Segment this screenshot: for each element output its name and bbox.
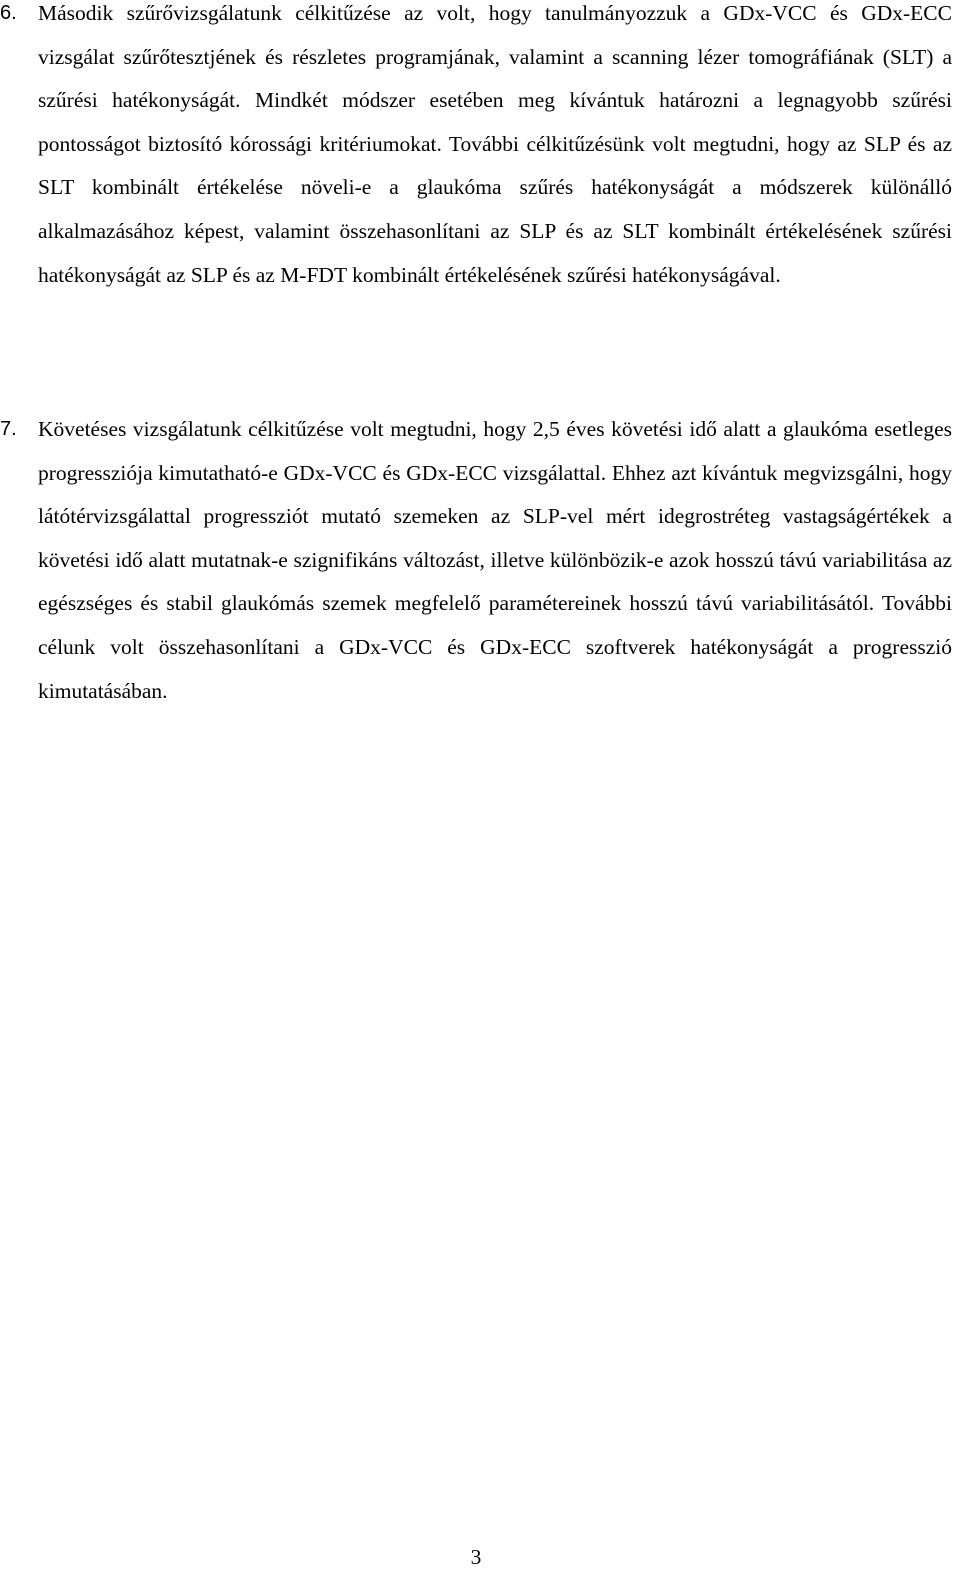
list-item-number: 7. <box>0 418 17 440</box>
list-item-7 <box>0 408 952 713</box>
list-item-number: 6. <box>0 2 17 24</box>
page-number: 3 <box>470 1545 482 1569</box>
list-item-text: Második szűrővizsgálatunk célkitűzése az volt, hogy tanulmányozzuk a GDx-VCC és GDx-ECC vizsgálat szűrőtesztjének és részletes programjának, valamint a scanning lézer tomográfiának (SLT) a szűrési hatékonyságát. Mindkét módszer esetében meg kívántuk határozni a legnagyobb szűrési pontosságot biztosító kórossági kritériumokat. További célkitűzésünk volt megtudni, hogy az SLP és az SLT kombinált értékelése növeli-e a glaukóma szűrés hatékonyságát a módszerek különálló alkalmazásához képest, valamint összehasonlítani az SLP és az SLT kombinált értékelésének szűrési hatékonyságát az SLP és az M-FDT kombinált értékelésének szűrési hatékonyságával. <box>38 1 952 287</box>
list-item-text: Követéses vizsgálatunk célkitűzése volt megtudni, hogy 2,5 éves követési idő alatt a glaukóma esetleges progressziója kimutatható-e GDx-VCC és GDx-ECC vizsgálattal. Ehhez azt kívántuk megvizsgálni, hogy látótérvizsgálattal progressziót mutató szemeken az SLP-vel mért idegrostréteg vastagságértékek a követési idő alatt mutatnak-e szignifikáns változást, illetve különbözik-e azok hosszú távú variabilitása az egészséges és stabil glaukómás szemek megfelelő paramétereinek hosszú távú variabilitásától. További célunk volt összehasonlítani a GDx-VCC és GDx-ECC szoftverek hatékonyságát a progresszió kimutatásában. <box>38 417 952 703</box>
list-item-6 <box>0 0 952 297</box>
